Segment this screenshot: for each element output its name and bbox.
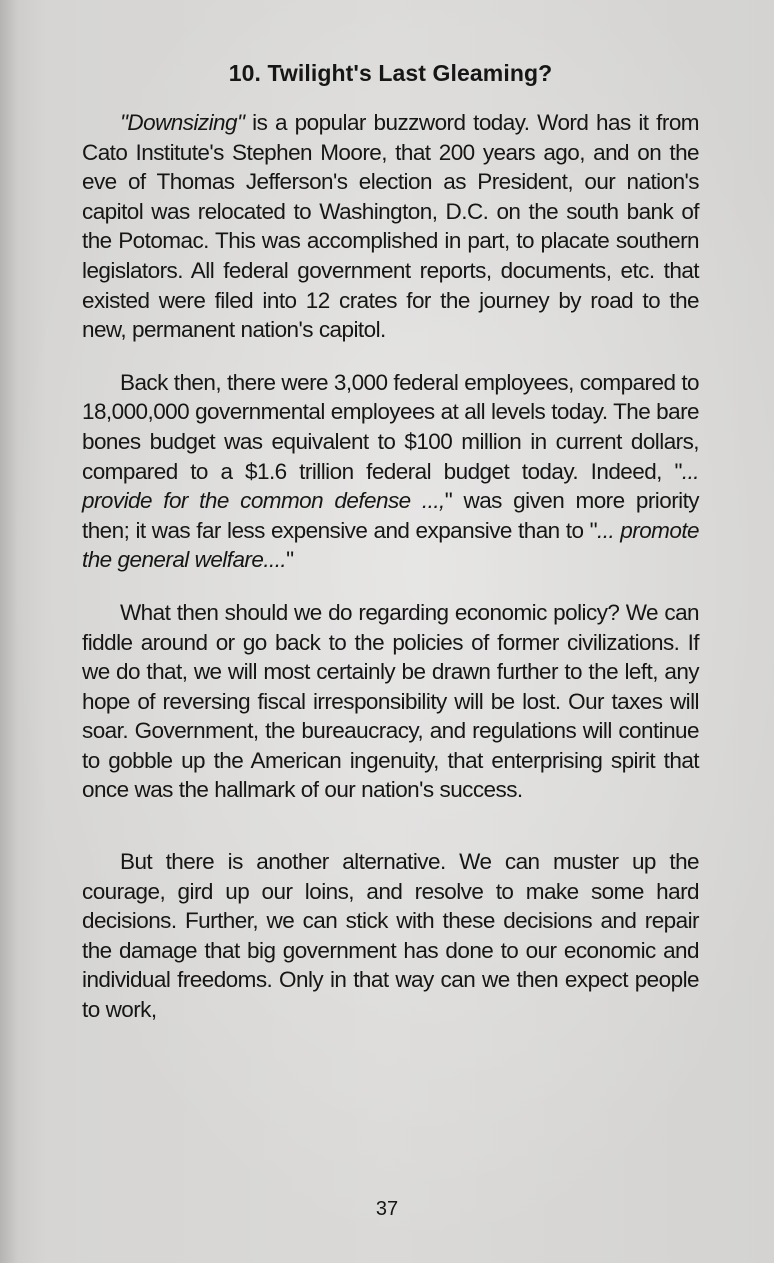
chapter-title: 10. Twilight's Last Gleaming? [228,60,553,86]
page-content [82,58,699,1048]
paragraph-economic-policy: What then should we do regarding economic policy? We can fiddle around or go back to the policies of former civilizations. If we do that, we will most certainly be drawn further to the left, any hope of reversing fiscal irresponsibility will be lost. Our taxes will soar. Government, the bureaucracy, and regulations will continue to gobble up the American ingenuity, that enterprising spirit that once was the hallmark of our nation's success. [82,599,699,803]
paragraph-back-then [82,368,699,575]
spine-shadow [0,0,18,1263]
paragraph-back-then-text-a: Back then, there were 3,000 federal employees, compared to 18,000,000 governmental employees at all levels today. The bare bones budget was equivalent to $100 million in current dollars, compared to a $1.6 trillion federal budget today. Indeed, " [82,369,699,484]
page-number: 37 [375,1198,399,1220]
paragraph-downsizing-text: is a popular buzzword today. Word has it from Cato Institute's Stephen Moore, that 200 years ago, and on the eve of Thomas Jefferson's election as President, our nation's capitol was relocated to Washington, D.C. on the south bank of the Potomac. This was accomplished in part, to placate southern legislators. All federal government reports, documents, etc. that existed were filed into 12 crates for the journey by road to the new, permanent nation's capitol. [82,110,699,343]
italic-term-downsizing: "Downsizing" [120,110,245,135]
paragraph-alternative: But there is another alternative. We can muster up the courage, gird up our loins, and resolve to make some hard decisions. Further, we can stick with these decisions and repair the damage that big government has done to our economic and individual freedoms. Only in that way can we then expect people to work, [82,849,699,1023]
paragraph-downsizing [82,108,699,345]
paragraph-back-then-text-b: " was given more priority then; it was far less expensive and expansive than to " [82,488,700,543]
quote-common-defense: ... provide for the common defense ..., [82,458,699,514]
paragraph-back-then-text-c: " [286,547,294,573]
quote-general-welfare: ... promote the general welfare.... [82,517,699,573]
